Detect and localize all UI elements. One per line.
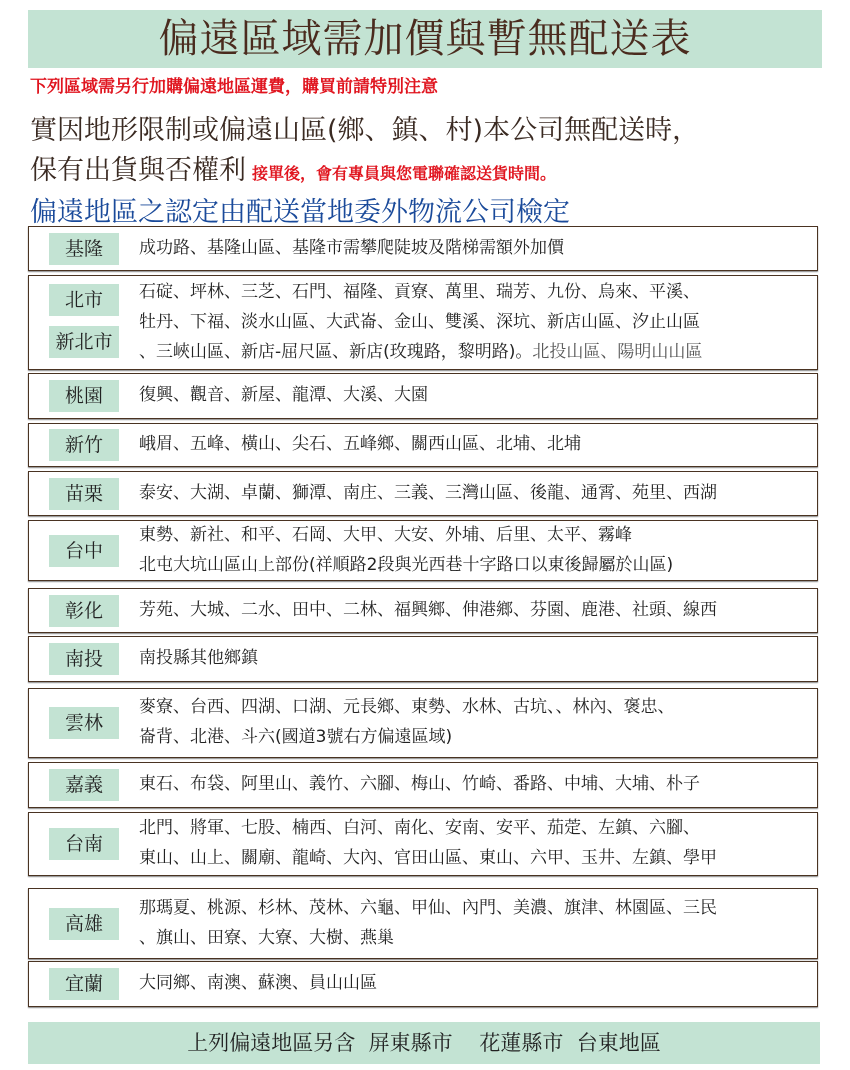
region-areas-line (139, 276, 700, 308)
areas-text: 北屯大坑山區山上部份(祥順路2段與光西巷十字路口以東後歸屬於山區) (139, 554, 674, 575)
areas-text: 、三峽山區、新店-屈尺區、新店(玫瑰路，黎明路)。 (139, 341, 533, 362)
areas-text: 峨眉、五峰、橫山、尖石、五峰鄉、關西山區、北埔、北埔 (139, 434, 581, 454)
areas-text: 崙背、北港、斗六(國道3號右方偏遠區域) (139, 727, 453, 747)
region-row (28, 471, 818, 516)
region-label: 高雄 (49, 908, 119, 940)
areas-text: 大同鄉、南澳、蘇澳、員山山區 (139, 973, 377, 993)
region-row (28, 373, 818, 419)
region-row (28, 226, 818, 271)
region-areas-line (139, 768, 700, 800)
region-areas-line (139, 922, 394, 954)
areas-text: 成功路、基隆山區、基隆市需攀爬陡坡及階梯需額外加價 (139, 237, 564, 258)
areas-text: 南投縣其他鄉鎮 (139, 648, 258, 668)
region-areas-line (139, 428, 581, 460)
region-label: 彰化 (49, 595, 119, 627)
areas-text: 東石、布袋、阿里山、義竹、六腳、梅山、竹崎、番路、中埔、大埔、朴子 (139, 774, 700, 794)
remote-area-definition: 偏遠地區之認定由配送當地委外物流公司檢定 (30, 197, 570, 228)
page-title: 偏遠區域需加價與暫無配送表 (28, 10, 822, 68)
areas-text: 、旗山、田寮、大寮、大樹、燕巢 (139, 927, 394, 948)
region-label: 南投 (49, 643, 119, 675)
region-row (28, 888, 818, 959)
region-row (28, 636, 818, 682)
region-label: 基隆 (49, 233, 119, 265)
region-areas-line (139, 549, 673, 581)
region-label: 新竹 (49, 429, 119, 461)
areas-text: 復興、觀音、新屋、龍潭、大溪、大園 (139, 385, 428, 405)
areas-text: 石碇、坪林、三芝、石門、福隆、貢寮、萬里、瑞芳、九份、烏來、平溪、 (139, 281, 700, 302)
region-areas-line (139, 691, 675, 723)
region-row (28, 688, 818, 758)
region-label: 宜蘭 (49, 968, 119, 1000)
region-areas-line (139, 379, 428, 411)
areas-text: 牡丹、下福、淡水山區、大武崙、金山、雙溪、深坑、新店山區、汐止山區 (139, 311, 700, 332)
region-label: 台中 (49, 535, 119, 567)
region-label: 北市 (49, 284, 119, 316)
region-areas-line (139, 892, 717, 924)
areas-text: 那瑪夏、桃源、杉林、茂林、六龜、甲仙、內門、美濃、旗津、林園區、三民 (139, 897, 717, 918)
region-label: 雲林 (49, 707, 119, 739)
areas-text: 東山、山上、關廟、龍崎、大內、官田山區、東山、六甲、玉井、左鎮、學甲 (139, 848, 717, 868)
region-areas-line (139, 842, 717, 874)
areas-text: 北門、將軍、七股、楠西、白河、南化、安南、安平、茄萣、左鎮、六腳、 (139, 818, 700, 838)
region-row (28, 961, 818, 1007)
region-label: 嘉義 (49, 769, 119, 801)
region-row (28, 423, 818, 467)
region-areas-line (139, 812, 700, 844)
region-areas-line (139, 477, 717, 509)
region-areas-line (139, 967, 377, 999)
region-label: 台南 (49, 828, 119, 860)
region-label: 苗栗 (49, 478, 119, 510)
delivery-notice-line2 (30, 148, 556, 187)
region-row (28, 762, 818, 808)
region-row (28, 812, 818, 876)
surcharge-notice: 下列區域需另行加購偏遠地區運費，購買前請特別注意 (30, 77, 438, 97)
region-row (28, 275, 818, 370)
region-areas-line (139, 642, 258, 674)
footer-note: 上列偏遠地區另含 屏東縣市 花蓮縣市 台東地區 (28, 1022, 820, 1064)
contact-notice: 接單後，會有專員與您電聯確認送貨時間。 (252, 164, 557, 183)
region-row (28, 520, 818, 581)
region-areas-line (139, 306, 700, 338)
delivery-notice-line1: 實因地形限制或偏遠山區(鄉、鎮、村)本公司無配送時， (30, 115, 700, 146)
region-areas-line (139, 336, 702, 368)
delivery-notice-text: 保有出貨與否權利 (30, 155, 246, 186)
region-label: 桃園 (49, 380, 119, 412)
areas-text: 東勢、新社、和平、石岡、大甲、大安、外埔、后里、太平、霧峰 (139, 524, 632, 545)
region-areas-line (139, 594, 717, 626)
areas-text: 泰安、大湖、卓蘭、獅潭、南庄、三義、三灣山區、後龍、通霄、苑里、西湖 (139, 482, 717, 503)
areas-text: 麥寮、台西、四湖、口湖、元長鄉、東勢、水林、古坑、、林內、褒忠、 (139, 697, 675, 717)
region-label: 新北市 (49, 326, 119, 358)
region-areas-line (139, 721, 452, 753)
region-areas-line (139, 232, 564, 264)
areas-text: 芳苑、大城、二水、田中、二林、福興鄉、伸港鄉、芬園、鹿港、社頭、線西 (139, 599, 717, 620)
region-row (28, 588, 818, 633)
areas-extra-text: 北投山區、陽明山山區 (532, 341, 703, 362)
region-areas-line (139, 519, 632, 551)
